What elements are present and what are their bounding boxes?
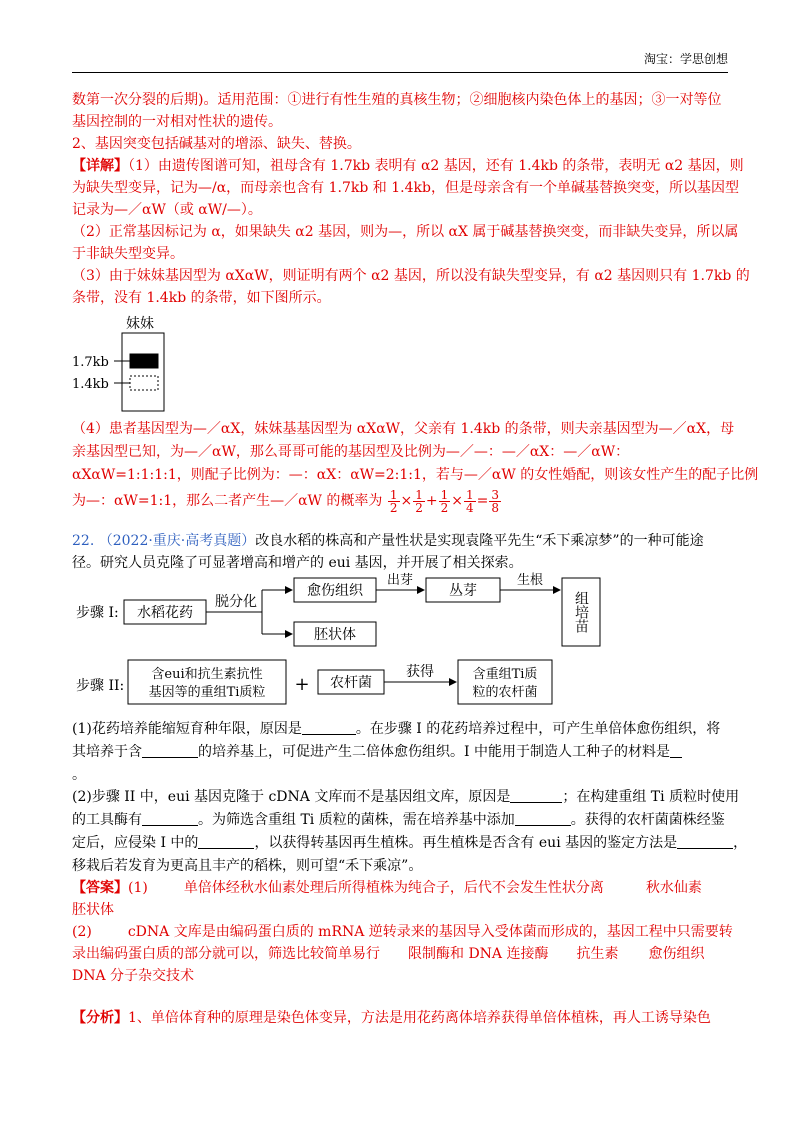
detail-line-8: （4）患者基因型为—／αX，妹妹基基因型为 αXαW，父亲有 1.4kb 的条带，则夫亲基因型为—／αX，母: [72, 421, 735, 437]
fraction: $\frac{1}{2}$: [440, 487, 449, 515]
q2-line-1: (2)步骤 II 中，eui 基因克隆于 cDNA 文库而不是基因组文库，原因是 ；在构建重组 Ti 质粒时使用: [72, 789, 740, 805]
text-line: 2、基因突变包括碱基对的增添、缺失、替换。: [72, 136, 361, 152]
q1-line-3: 。: [72, 767, 86, 783]
obtain-label: 获得: [406, 664, 434, 680]
header-text: 淘宝：学思创想: [643, 52, 728, 66]
plantlet-label: 组培苗: [573, 591, 589, 633]
q1-line-2: 其培养于含 的培养基上，可促进产生二倍体愈伤组织。I 中能用于制造人工种子的材料是: [72, 741, 732, 763]
root-arrow-label: 生根: [516, 573, 544, 588]
band-1-7kb: [130, 354, 158, 368]
embryoid-label: 胚状体: [314, 627, 356, 643]
q2-line-3: 定后，应侵染 I 中的 ，以获得转基因再生植株。再生植株是否含有 eui 基因的鉴定方法是 ，: [72, 835, 748, 851]
question-22-line-2: 径。研究人员克隆了可显著增高和增产的 eui 基因，并开展了相关探索。: [72, 555, 523, 571]
blank: [198, 834, 254, 849]
text-line: 数第一次分裂的后期)。适用范围：①进行有性生殖的真核生物；②细胞核内染色体上的基因；③一对等位: [72, 92, 722, 108]
answer-line-5: DNA 分子杂交技术: [72, 968, 195, 984]
blank: [302, 720, 356, 735]
gel-figure: [72, 310, 182, 416]
fraction: $\frac{1}{2}$: [415, 487, 423, 515]
answer-tag: 【答案】: [72, 880, 128, 896]
answer-line-3: (2) cDNA 文库是由编码蛋白质的 mRNA 逆转录来的基因导入受体菌而形成的，基因工程中只需要转: [72, 924, 733, 940]
detail-tag: 【详解】: [72, 158, 128, 174]
detail-line-6: （3）由于妹妹基因型为 αXαW，则证明有两个 α2 基因，所以没有缺失型变异，有 α2 基因则只有 1.7kb 的: [72, 268, 750, 284]
q1-line-1: (1)花药培养能缩短育种年限，原因是 。在步骤 I 的花药培养过程中，可产生单倍体愈伤组织，将: [72, 721, 721, 737]
blank: [142, 743, 198, 758]
detail-line-3: 记录为—／αW（或 αW/—）。: [72, 202, 262, 218]
question-source: （2022·重庆·高考真题）: [98, 533, 256, 549]
blank: [670, 743, 682, 758]
gel-lane: [122, 333, 164, 411]
flow-diagram: [72, 572, 732, 714]
detail-line-11: 为—：αW=1:1，那么二者产生—／αW 的概率为 $\frac{1}{2}$ × $\frac{1}{2}$ + $\frac{1}{2}$ × $\frac{1}{4}$ = $\frac{3}{8}$: [72, 487, 499, 515]
page-header: [72, 50, 728, 73]
plasmid-label-2: 基因等的重组Ti质粒: [148, 685, 266, 700]
fraction: $\frac{1}{4}$: [465, 487, 474, 515]
shoot-label: 丛芽: [449, 583, 477, 599]
blank: [142, 811, 198, 826]
fraction: $\frac{3}{8}$: [491, 487, 499, 515]
question-number: 22.: [72, 533, 95, 549]
callus-label: 愈伤组织: [307, 583, 363, 599]
result-label-2: 粒的农杆菌: [472, 685, 538, 700]
analysis-tag: 【分析】: [72, 1010, 128, 1026]
q2-line-2: 的工具酶有 。为筛选含重组 Ti 质粒的菌株，需在培养基中添加 。获得的农杆菌菌株经鉴: [72, 812, 725, 828]
answer-line-2: 胚状体: [72, 902, 114, 918]
gel-label: 妹妹: [126, 316, 154, 332]
fraction: $\frac{1}{2}$: [389, 487, 398, 515]
detail-line-2: 为缺失型变异，记为—/α，而母亲也含有 1.7kb 和 1.4kb，但是母亲含有一个单碱基替换突变，所以基因型: [72, 180, 739, 196]
question-22-line-1: 22. （2022·重庆·高考真题）改良水稻的株高和产量性状是实现袁隆平先生“禾下乘凉梦”的一种可能途: [72, 533, 704, 549]
detail-line-10: αXαW=1:1:1:1，则配子比例为：—：αX：αW=2:1:1，若与—／αW 的女性婚配，则该女性产生的配子比例: [72, 467, 759, 483]
blank: [515, 811, 571, 826]
plasmid-label-1: 含eui和抗生素抗性: [151, 667, 263, 682]
text-line: 基因控制的一对相对性状的遗传。: [72, 114, 282, 130]
answer-line-4: 录出编码蛋白质的部分就可以，筛选比较简单易行 限制酶和 DNA 连接酶 抗生素 愈伤组织: [72, 946, 705, 962]
detail-line-5: 于非缺失型变异。: [72, 246, 184, 262]
result-label-1: 含重组Ti质: [472, 667, 538, 682]
blank: [510, 788, 562, 803]
anther-label: 水稻花药: [137, 605, 193, 621]
detail-line-1: 【详解】（1）由遗传图谱可知，祖母含有 1.7kb 表明有 α2 基因，还有 1.4kb 的条带，表明无 α2 基因，则: [72, 158, 744, 174]
band-1-4kb: [130, 376, 158, 390]
detail-line-4: （2）正常基因标记为 α，如果缺失 α2 基因，则为—，所以 αX 属于碱基替换突变，而非缺失变异，所以属: [72, 224, 739, 240]
answer-line-1: 【答案】(1) 单倍体经秋水仙素处理后所得植株为纯合子，后代不会发生性状分离 秋水仙素: [72, 880, 702, 896]
step-1-label: 步骤 I:: [76, 605, 119, 621]
marker-1-4kb: 1.4kb: [72, 377, 109, 392]
shoot-arrow-label: 出芽: [386, 573, 414, 588]
detail-line-9: 亲基因型已知，为—／αW，那么哥哥可能的基因型及比例为—／—：—／αX：—／αW：: [72, 444, 630, 460]
marker-1-7kb: 1.7kb: [72, 355, 109, 370]
q2-line-4: 移栽后若发育为更高且丰产的稻株，则可望“禾下乘凉”。: [72, 858, 423, 874]
plus-sign: +: [294, 674, 310, 695]
dediff-label: 脱分化: [215, 594, 257, 610]
detail-line-7: 条带，没有 1.4kb 的条带，如下图所示。: [72, 290, 331, 306]
analysis-line: 【分析】1、单倍体育种的原理是染色体变异，方法是用花药离体培养获得单倍体植株，再人工诱导染色: [72, 1010, 711, 1026]
agro-label: 农杆菌: [330, 675, 372, 691]
step-2-label: 步骤 II:: [76, 678, 125, 694]
blank: [677, 834, 733, 849]
